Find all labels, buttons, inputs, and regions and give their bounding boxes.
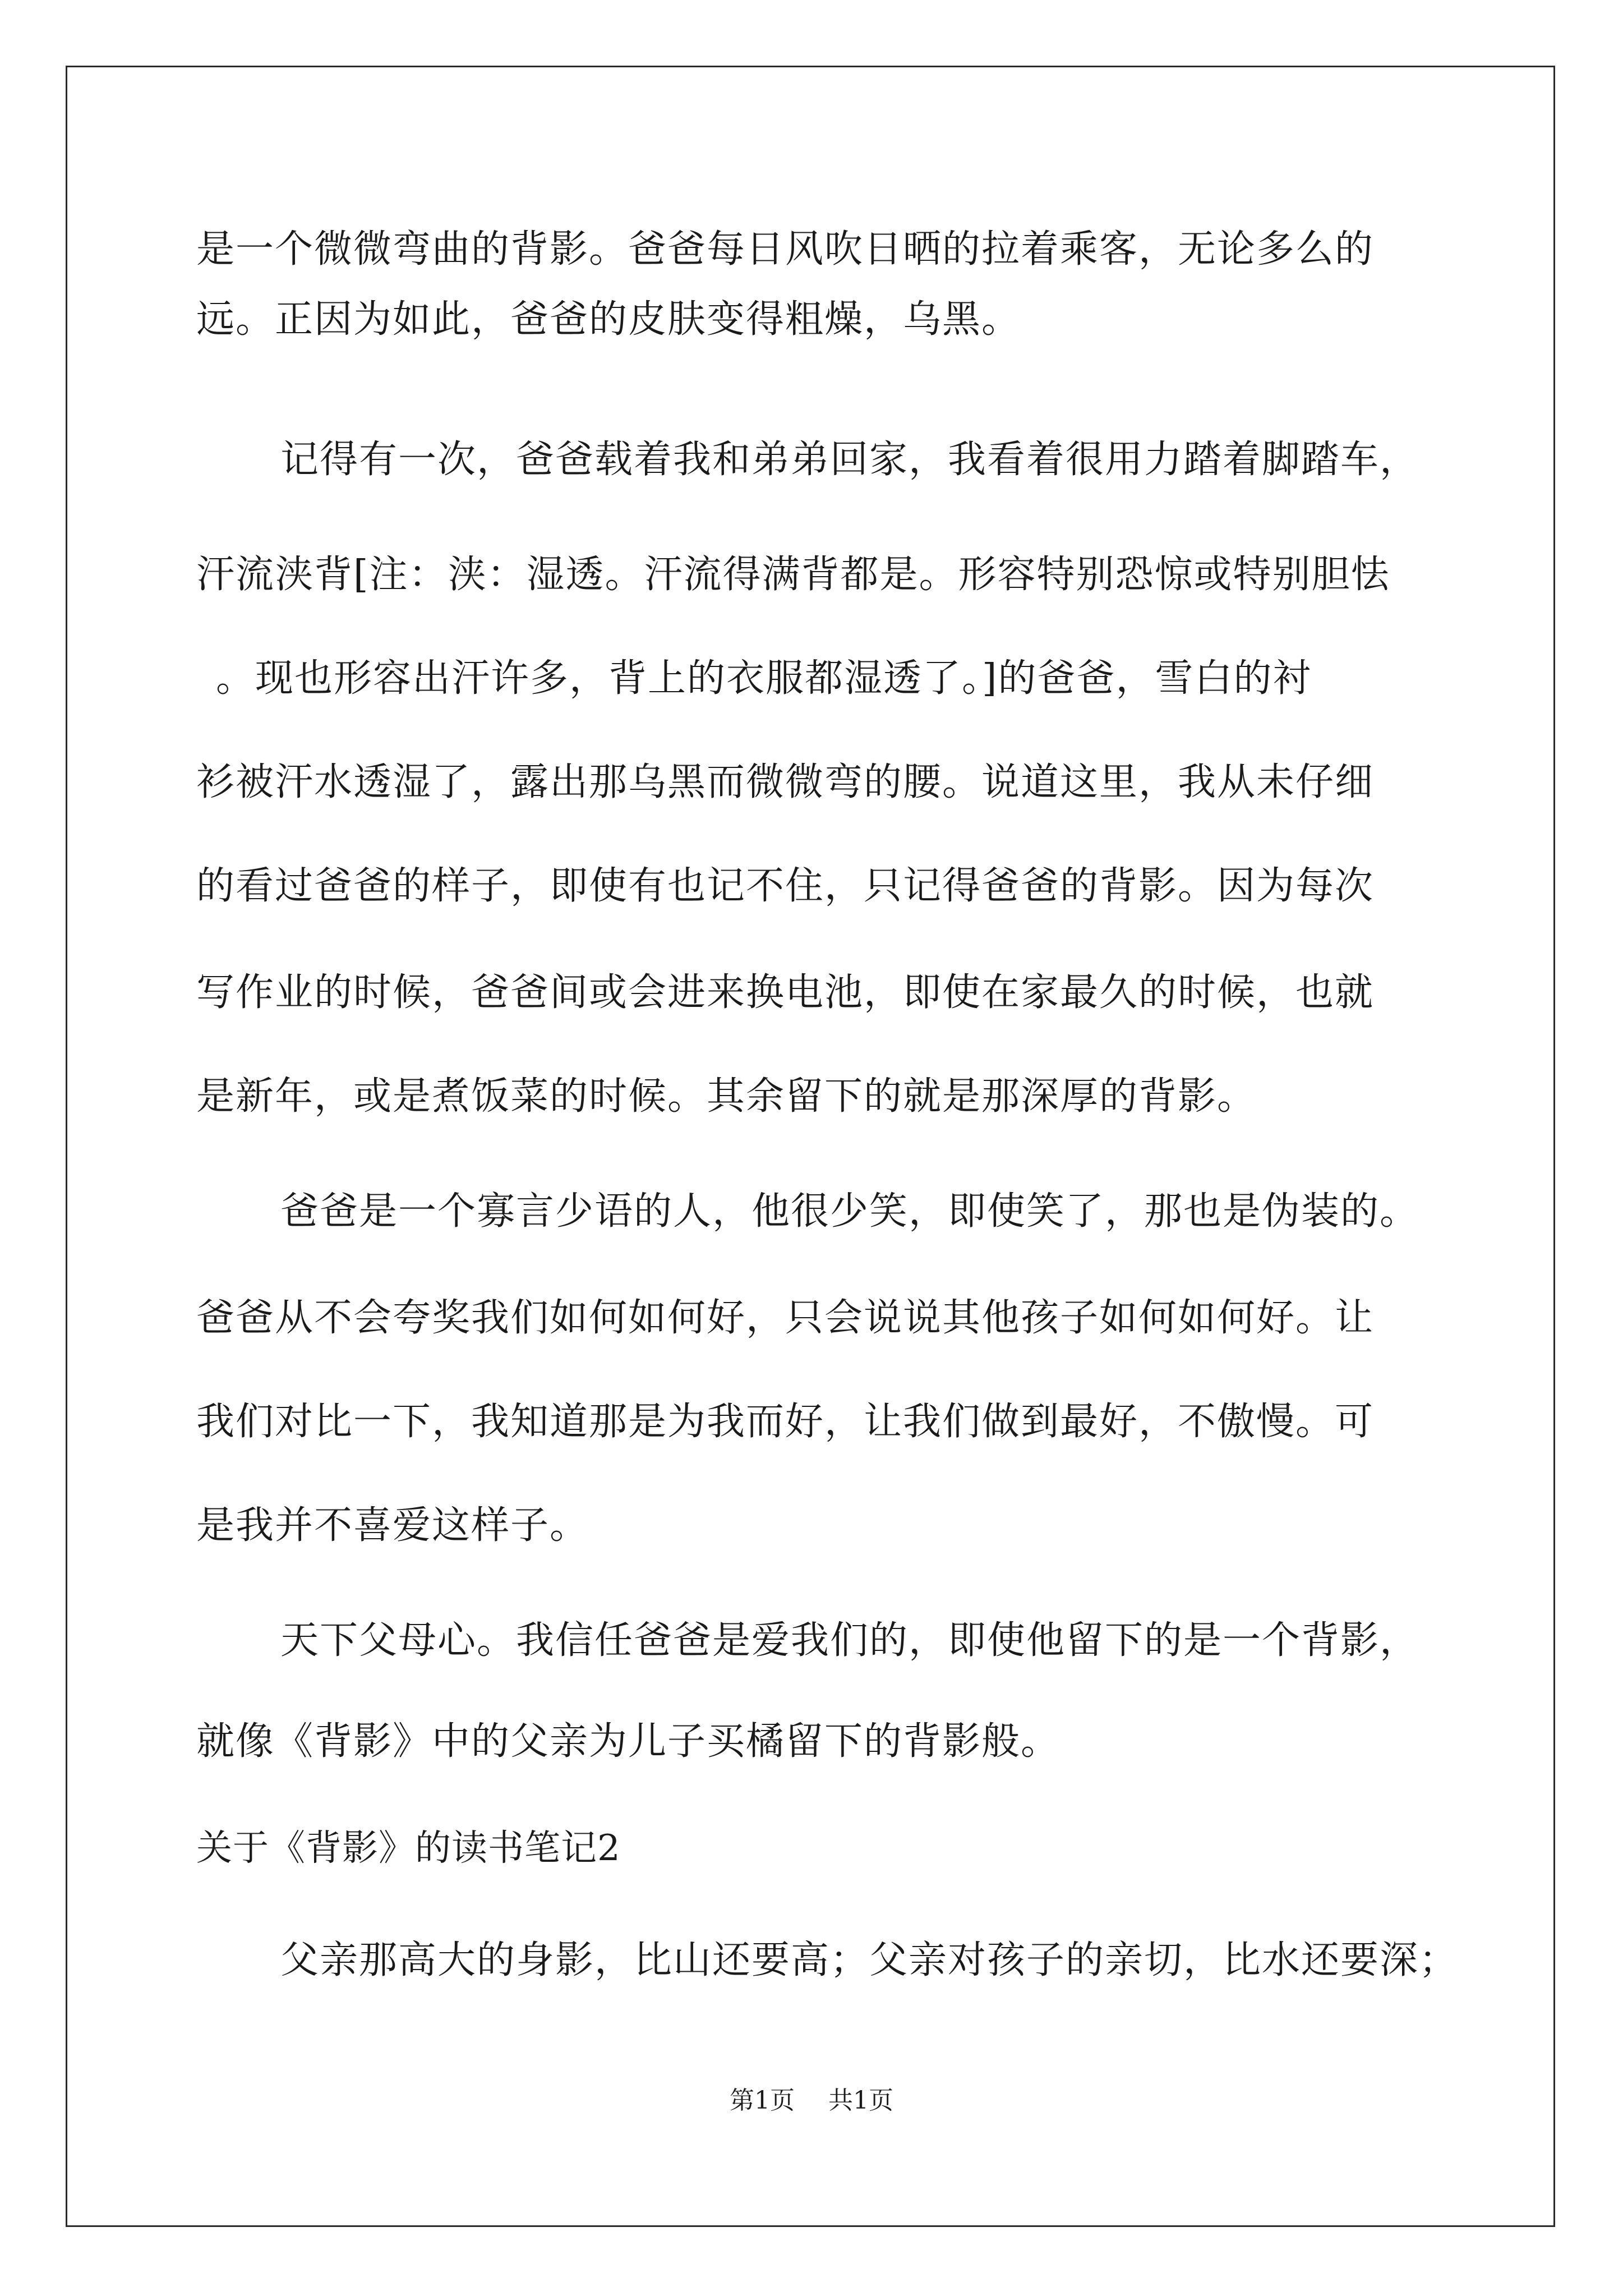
page-footer bbox=[0, 2084, 1623, 2118]
page-total: 共1页 bbox=[828, 2086, 893, 2115]
text-line-10: 爸爸是一个寡言少语的人，他很少笑，即使笑了，那也是伪装的。 bbox=[280, 1189, 1419, 1234]
text-line-5: 。现也形容出汗许多，背上的衣服都湿透了。]的爸爸，雪白的衬 bbox=[216, 656, 1312, 701]
text-line-4: 汗流浃背[注：浃：湿透。汗流得满背都是。形容特别恐惊或特别胆怯 bbox=[196, 553, 1390, 597]
text-line-3: 记得有一次，爸爸载着我和弟弟回家，我看着很用力踏着脚踏车， bbox=[280, 438, 1419, 482]
text-line-2: 远。正因为如此，爸爸的皮肤变得粗燥，乌黑。 bbox=[196, 297, 1021, 342]
text-line-15: 就像《背影》中的父亲为儿子买橘留下的背影般。 bbox=[196, 1719, 1061, 1764]
section-heading: 关于《背影》的读书笔记2 bbox=[196, 1828, 621, 1869]
text-line-14: 天下父母心。我信任爸爸是爱我们的，即使他留下的是一个背影， bbox=[280, 1618, 1419, 1663]
page-number: 第1页 bbox=[730, 2086, 795, 2115]
text-line-7: 的看过爸爸的样子，即使有也记不住，只记得爸爸的背影。因为每次 bbox=[196, 864, 1375, 908]
text-line-13: 是我并不喜爱这样子。 bbox=[196, 1503, 589, 1548]
text-line-6: 衫被汗水透湿了，露出那乌黑而微微弯的腰。说道这里，我从未仔细 bbox=[196, 760, 1375, 804]
page-border bbox=[66, 66, 1555, 2227]
text-line-17: 父亲那高大的身影，比山还要高；父亲对孩子的亲切，比水还要深； bbox=[280, 1938, 1459, 1982]
text-line-12: 我们对比一下，我知道那是为我而好，让我们做到最好，不傲慢。可 bbox=[196, 1400, 1375, 1444]
text-line-9: 是新年，或是煮饭菜的时候。其余留下的就是那深厚的背影。 bbox=[196, 1074, 1257, 1119]
text-line-8: 写作业的时候，爸爸间或会进来换电池，即使在家最久的时候，也就 bbox=[196, 970, 1375, 1015]
text-line-11: 爸爸从不会夸奖我们如何如何好，只会说说其他孩子如何如何好。让 bbox=[196, 1296, 1375, 1340]
text-line-1: 是一个微微弯曲的背影。爸爸每日风吹日晒的拉着乘客，无论多么的 bbox=[196, 227, 1375, 272]
